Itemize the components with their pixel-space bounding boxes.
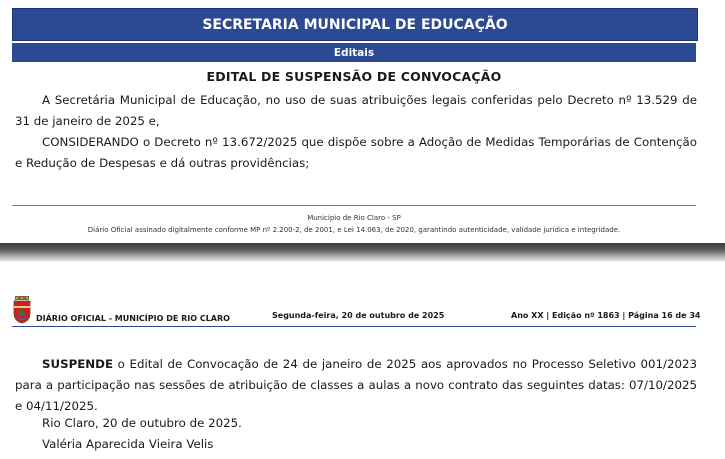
rio-claro-coat-of-arms-icon: [13, 296, 31, 324]
department-header: [12, 8, 698, 41]
section-header-text: Editais: [333, 46, 375, 59]
signatory-name: Valéria Aparecida Vieira Velis: [42, 437, 214, 451]
masthead-rule: [12, 326, 696, 327]
edition-info: Ano XX | Edição nº 1863 | Página 16 de 34: [511, 311, 701, 320]
suspende-keyword: SUSPENDE: [42, 357, 114, 371]
footer-signature-notice: Diário Oficial assinado digitalmente conforme MP nº 2.200-2, de 2001, e Lei 14.063, de 2020, garantindo autenticidade, validade jurídica e integridade.: [87, 226, 621, 234]
publication-name: DIÁRIO OFICIAL - MUNICÍPIO DE RIO CLARO: [36, 314, 230, 323]
footer-municipality: Município de Rio Claro - SP: [307, 214, 401, 222]
publication-date: Segunda-feira, 20 de outubro de 2025: [272, 311, 445, 320]
paragraph-preamble: A Secretária Municipal de Educação, no uso de suas atribuições legais conferidas pelo Decreto nº 13.529 de 31 de janeiro de 2025 e,: [15, 93, 697, 128]
suspende-text: o Edital de Convocação de 24 de janeiro de 2025 aos aprovados no Processo Seletivo 001/2023 para a participação nas sessões de atribuição de classes a aulas a novo contrato das seguintes datas: 07/10/2025 e 04/11/2025.: [15, 357, 697, 413]
document-title: EDITAL DE SUSPENSÃO DE CONVOCAÇÃO: [206, 69, 502, 84]
section-header: [12, 43, 696, 62]
paragraph-suspende: [15, 354, 697, 417]
place-date: Rio Claro, 20 de outubro de 2025.: [42, 416, 242, 430]
paragraph-considerando: CONSIDERANDO o Decreto nº 13.672/2025 que dispõe sobre a Adoção de Medidas Temporárias de Contenção e Redução de Despesas e dá outras providências;: [15, 135, 697, 170]
footer-rule: [12, 205, 696, 206]
page-break-divider: [0, 243, 725, 262]
department-header-text: SECRETARIA MUNICIPAL DE EDUCAÇÃO: [202, 16, 508, 33]
